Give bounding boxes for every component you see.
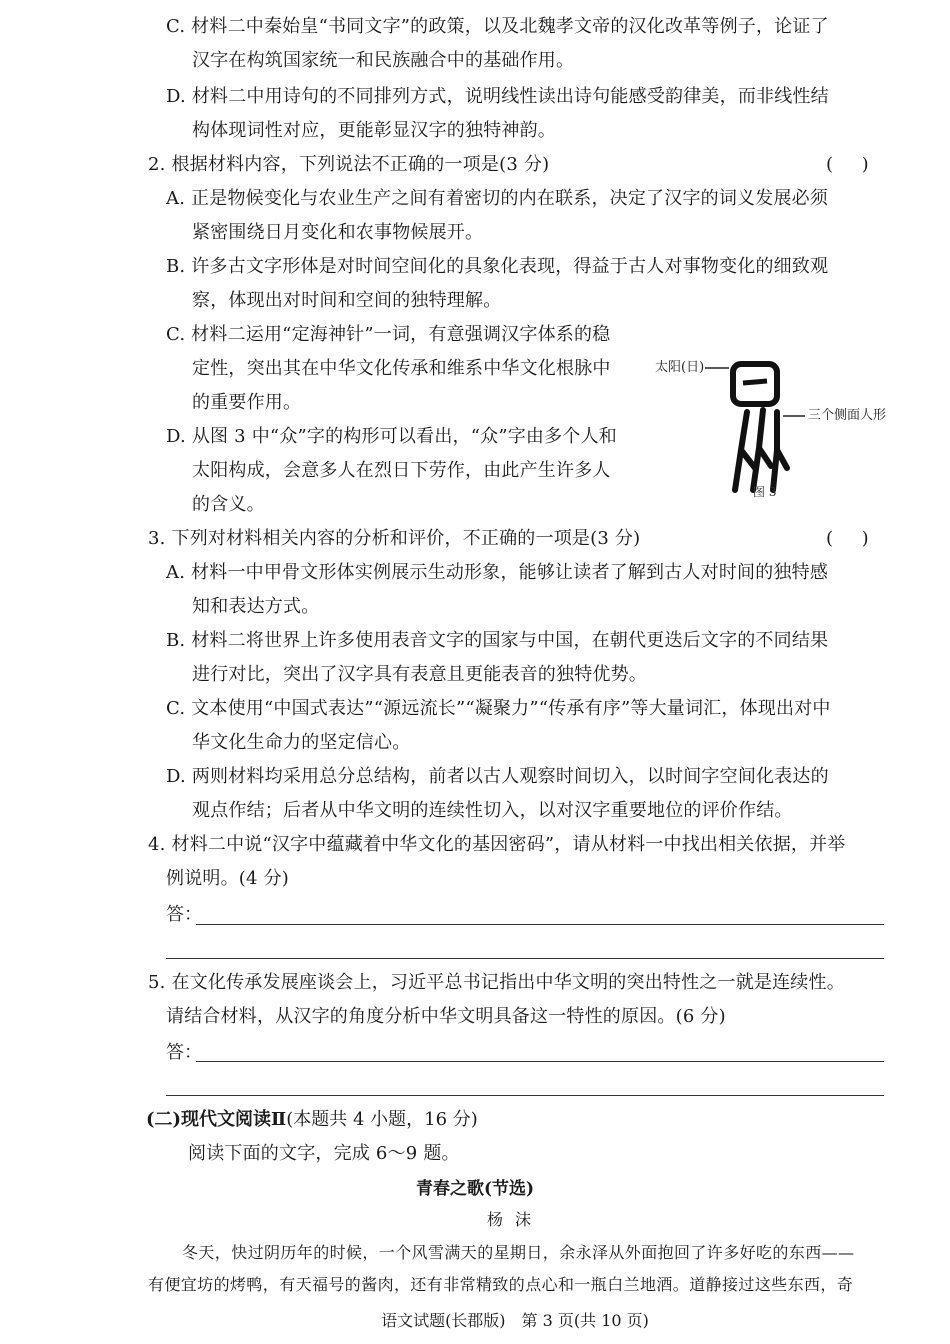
q4-answer-line-2[interactable] bbox=[166, 958, 884, 959]
q2-option-d-line1: D. 从图 3 中“众”字的构形可以看出，“众”字由多个人和 bbox=[166, 426, 617, 447]
q2-option-a-line2: 紧密围绕日月变化和农事物候展开。 bbox=[192, 222, 484, 243]
q2-answer-paren: ( ) bbox=[826, 154, 869, 175]
section-2-meta: (本题共 4 小题，16 分) bbox=[286, 1109, 478, 1130]
q1-option-c-line2: 汉字在构筑国家统一和民族融合中的基础作用。 bbox=[192, 50, 575, 71]
q2-option-a-line1: A. 正是物候变化与农业生产之间有着密切的内在联系，决定了汉字的词义发展必须 bbox=[166, 188, 829, 209]
q5-answer-line-1[interactable] bbox=[196, 1061, 884, 1062]
q3-answer-paren: ( ) bbox=[826, 528, 869, 549]
page-footer: 语文试题(长郡版) 第 3 页(共 10 页) bbox=[381, 1311, 649, 1330]
q4-line2: 例说明。(4 分) bbox=[166, 868, 290, 889]
q4-answer-label: 答： bbox=[166, 904, 202, 925]
q5-line2: 请结合材料，从汉字的角度分析中华文明具备这一特性的原因。(6 分) bbox=[166, 1006, 726, 1027]
q2-option-b-line1: B. 许多古文字形体是对时间空间化的具象化表现，得益于古人对事物变化的细致观 bbox=[166, 256, 829, 277]
q4-answer-line-1[interactable] bbox=[196, 924, 884, 925]
q3-option-a-line2: 知和表达方式。 bbox=[192, 596, 320, 617]
figure-3 bbox=[655, 350, 895, 510]
q1-option-d-line1: D. 材料二中用诗句的不同排列方式，说明线性读出诗句能感受韵律美，而非线性结 bbox=[166, 86, 829, 107]
q2-option-d-line2: 太阳构成，会意多人在烈日下劳作，由此产生许多人 bbox=[192, 460, 611, 481]
q4-line1: 4. 材料二中说“汉字中蕴藏着中华文化的基因密码”，请从材料一中找出相关依据，并举 bbox=[148, 834, 846, 855]
q2-option-c-line1: C. 材料二运用“定海神针”一词，有意强调汉字体系的稳 bbox=[166, 324, 611, 345]
q2-option-d-line3: 的含义。 bbox=[192, 494, 265, 515]
q3-stem: 3. 下列对材料相关内容的分析和评价，不正确的一项是(3 分) bbox=[148, 528, 641, 549]
section-2-instruction: 阅读下面的文字，完成 6～9 题。 bbox=[188, 1143, 460, 1164]
q3-option-c-line1: C. 文本使用“中国式表达”“源远流长”“凝聚力”“传承有序”等大量词汇，体现出对中 bbox=[166, 698, 831, 719]
figure-label-sun: 太阳(日) bbox=[655, 360, 705, 375]
section-2-heading bbox=[146, 1108, 478, 1132]
q1-option-c-line1: C. 材料二中秦始皇“书同文字”的政策，以及北魏孝文帝的汉化改革等例子，论证了 bbox=[166, 16, 829, 37]
q3-option-b-line2: 进行对比，突出了汉字具有表意且更能表音的独特优势。 bbox=[192, 664, 647, 685]
q5-answer-label: 答： bbox=[166, 1042, 202, 1063]
q1-option-d-line2: 构体现词性对应，更能彰显汉字的独特神韵。 bbox=[192, 120, 556, 141]
q3-option-c-line2: 华文化生命力的坚定信心。 bbox=[192, 732, 411, 753]
section-2-title: (二)现代文阅读Ⅱ bbox=[146, 1109, 287, 1130]
figure-caption: 图 3 bbox=[753, 485, 777, 499]
q2-stem: 2. 根据材料内容，下列说法不正确的一项是(3 分) bbox=[148, 154, 550, 175]
passage-title: 青春之歌(节选) bbox=[415, 1179, 535, 1199]
q2-option-b-line2: 察，体现出对时间和空间的独特理解。 bbox=[192, 290, 502, 311]
passage-line-2: 有便宜坊的烤鸭，有天福号的酱肉，还有非常精致的点心和一瓶白兰地酒。道静接过这些东西，奇 bbox=[148, 1275, 854, 1294]
q5-answer-line-2[interactable] bbox=[166, 1095, 884, 1096]
q3-option-d-line2: 观点作结；后者从中华文明的连续性切入，以对汉字重要地位的评价作结。 bbox=[192, 800, 793, 821]
q3-option-a-line1: A. 材料一中甲骨文形体实例展示生动形象，能够让读者了解到古人对时间的独特感 bbox=[166, 562, 829, 583]
figure-label-people: 三个侧面人形 bbox=[808, 408, 887, 423]
q2-option-c-line2: 定性，突出其在中华文化传承和维系中华文化根脉中 bbox=[192, 358, 611, 379]
q5-line1: 5. 在文化传承发展座谈会上，习近平总书记指出中华文明的突出特性之一就是连续性。 bbox=[148, 972, 845, 993]
passage-author: 杨沫 bbox=[486, 1210, 543, 1229]
q3-option-d-line1: D. 两则材料均采用总分总结构，前者以古人观察时间切入，以时间字空间化表达的 bbox=[166, 766, 829, 787]
q3-option-b-line1: B. 材料二将世界上许多使用表音文字的国家与中国，在朝代更迭后文字的不同结果 bbox=[166, 630, 829, 651]
passage-line-1: 冬天，快过阴历年的时候，一个风雪满天的星期日，余永泽从外面抱回了许多好吃的东西—— bbox=[182, 1243, 855, 1262]
q2-option-c-line3: 的重要作用。 bbox=[192, 392, 302, 413]
